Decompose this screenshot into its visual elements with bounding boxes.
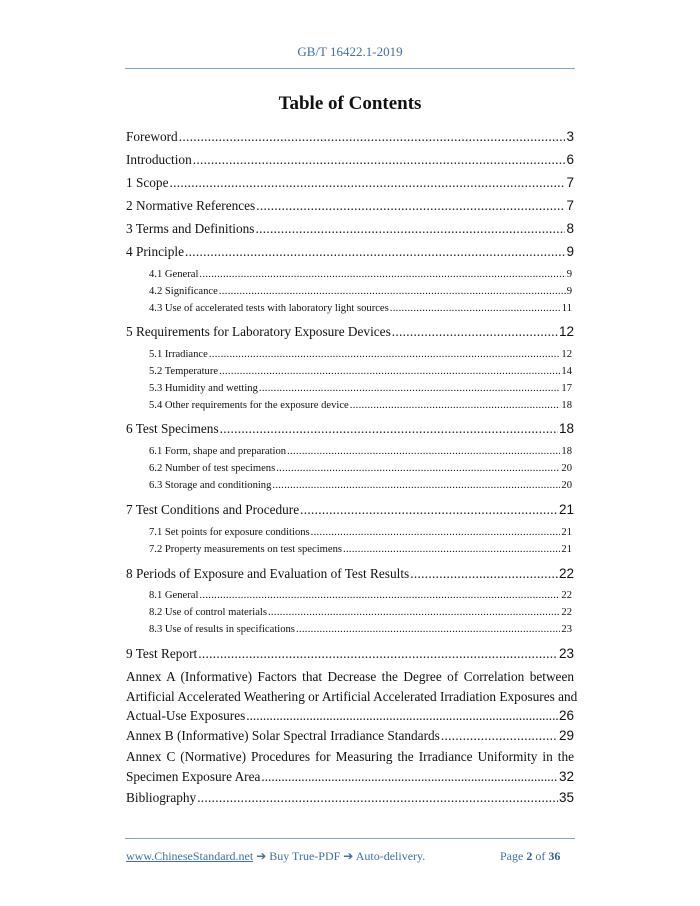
leader-dots xyxy=(255,221,565,237)
toc-entry-periods-of-exposure[interactable] xyxy=(126,566,574,582)
leader-dots xyxy=(179,129,566,145)
toc-subentry-8-1[interactable] xyxy=(149,590,572,601)
website-link[interactable]: www.ChineseStandard.net xyxy=(126,849,254,863)
toc-page-number: 18 xyxy=(558,421,574,436)
toc-entry-label: 4 Principle xyxy=(126,244,184,259)
toc-entry-annex-c[interactable] xyxy=(126,747,574,786)
toc-page-number: 21 xyxy=(558,502,574,517)
toc-page-number: 11 xyxy=(561,303,572,314)
leader-dots xyxy=(300,502,558,518)
toc-entry-label: Annex B (Informative) Solar Spectral Irradiance Standards xyxy=(126,728,440,743)
toc-subentry-5-4[interactable] xyxy=(149,400,572,411)
buy-pdf-link[interactable]: Buy True-PDF xyxy=(269,849,341,863)
toc-page-number: 22 xyxy=(558,566,574,581)
toc-entry-label-line: Annex A (Informative) Factors that Decrease the Degree of Correlation between xyxy=(126,669,574,684)
toc-entry-label: 7.1 Set points for exposure conditions xyxy=(149,527,310,538)
toc-subentry-4-2[interactable] xyxy=(149,286,572,297)
toc-entry-foreword[interactable] xyxy=(126,129,574,145)
toc-page-number: 3 xyxy=(566,129,574,144)
arrow-right-icon: ➔ xyxy=(256,849,267,863)
toc-entry-label: 8 Periods of Exposure and Evaluation of Test Results xyxy=(126,566,410,581)
leader-dots xyxy=(287,446,560,457)
leader-dots xyxy=(219,286,566,297)
toc-page-number: 20 xyxy=(561,463,572,474)
leader-dots xyxy=(219,366,560,377)
toc-subentry-7-1[interactable] xyxy=(149,527,572,538)
toc-entry-label: 8.1 General xyxy=(149,590,199,601)
toc-entry-label: 7.2 Property measurements on test specimens xyxy=(149,544,342,555)
page-indicator xyxy=(500,849,560,864)
toc-entry-principle[interactable] xyxy=(126,244,574,260)
leader-dots xyxy=(410,566,558,582)
toc-entry-label: 8.3 Use of results in specifications xyxy=(149,624,295,635)
leader-dots xyxy=(268,607,560,618)
toc-page-number: 20 xyxy=(561,480,572,491)
toc-page-number: 12 xyxy=(558,324,574,339)
toc-page-number: 32 xyxy=(558,768,574,784)
page-label: Page xyxy=(500,849,524,863)
toc-subentry-5-1[interactable] xyxy=(149,349,572,360)
toc-entry-label-line: Annex C (Normative) Procedures for Measuring the Irradiance Uniformity in the xyxy=(126,749,574,764)
toc-page-number: 6 xyxy=(566,152,574,167)
toc-subentry-6-3[interactable] xyxy=(149,480,572,491)
leader-dots xyxy=(209,349,561,360)
toc-entry-label: 5.2 Temperature xyxy=(149,366,219,377)
toc-entry-label: 6.3 Storage and conditioning xyxy=(149,480,272,491)
toc-entry-bibliography[interactable] xyxy=(126,790,574,806)
toc-subentry-5-3[interactable] xyxy=(149,383,572,394)
leader-dots xyxy=(311,527,561,538)
toc-entry-label: 4.2 Significance xyxy=(149,286,218,297)
leader-dots xyxy=(220,421,558,437)
toc-page-number: 29 xyxy=(558,728,574,743)
page-title: Table of Contents xyxy=(278,93,422,114)
toc-page-number: 21 xyxy=(561,544,572,555)
leader-dots xyxy=(272,480,560,491)
toc-entry-label: 3 Terms and Definitions xyxy=(126,221,255,236)
leader-dots xyxy=(390,303,561,314)
footer-links xyxy=(126,849,425,864)
toc-entry-test-conditions[interactable] xyxy=(126,502,574,518)
leader-dots xyxy=(246,706,558,726)
toc-entry-label: 9 Test Report xyxy=(126,646,198,661)
leader-dots xyxy=(392,324,558,340)
toc-entry-label: 2 Normative References xyxy=(126,198,256,213)
toc-page-number: 9 xyxy=(566,286,572,297)
toc-entry-label: 6 Test Specimens xyxy=(126,421,219,436)
toc-entry-label-line: Artificial Accelerated Weathering or Artificial Accelerated Irradiation Exposures and xyxy=(126,688,578,704)
leader-dots xyxy=(256,198,565,214)
leader-dots xyxy=(199,269,565,280)
toc-page-number: 7 xyxy=(566,198,574,213)
toc-page-number: 26 xyxy=(558,708,574,723)
toc-page-number: 21 xyxy=(561,527,572,538)
leader-dots xyxy=(199,590,560,601)
current-page-number: 2 xyxy=(526,849,533,863)
toc-page-number: 7 xyxy=(566,175,574,190)
leader-dots xyxy=(185,244,566,260)
running-header: GB/T 16422.1-2019 xyxy=(297,44,403,59)
leader-dots xyxy=(169,175,565,191)
toc-page-number: 22 xyxy=(561,607,572,618)
toc-entry-label: Foreword xyxy=(126,129,178,144)
toc-page-number: 18 xyxy=(561,400,572,411)
delivery-note: Auto-delivery. xyxy=(355,849,426,863)
toc-subentry-8-2[interactable] xyxy=(149,607,572,618)
total-pages-number: 36 xyxy=(548,849,561,863)
toc-entry-label: 4.1 General xyxy=(149,269,199,280)
toc-entry-label: 5.3 Humidity and wetting xyxy=(149,383,258,394)
toc-entry-annex-b[interactable] xyxy=(126,728,574,744)
toc-page-number: 9 xyxy=(566,244,574,259)
toc-entry-label-line: Actual-Use Exposures xyxy=(126,708,246,723)
leader-dots xyxy=(343,544,560,555)
toc-entry-test-specimens[interactable] xyxy=(126,421,574,437)
toc-page-number: 22 xyxy=(561,590,572,601)
toc-entry-label: Introduction xyxy=(126,152,192,167)
toc-entry-requirements[interactable] xyxy=(126,324,574,340)
leader-dots xyxy=(441,728,558,744)
toc-entry-label: 4.3 Use of accelerated tests with laboratory light sources xyxy=(149,303,389,314)
toc-page-number: 17 xyxy=(561,383,572,394)
toc-subentry-8-3[interactable] xyxy=(149,624,572,635)
toc-entry-test-report[interactable] xyxy=(126,646,574,662)
toc-page-number: 35 xyxy=(558,790,574,805)
toc-page-number: 18 xyxy=(561,446,572,457)
toc-page-number: 9 xyxy=(566,269,572,280)
leader-dots xyxy=(259,383,561,394)
toc-subentry-4-3[interactable] xyxy=(149,303,572,314)
toc-entry-label: 1 Scope xyxy=(126,175,169,190)
arrow-right-icon: ➔ xyxy=(343,849,354,863)
footer-rule xyxy=(125,838,575,839)
leader-dots xyxy=(350,400,561,411)
leader-dots xyxy=(193,152,566,168)
toc-entry-label: 6.2 Number of test specimens xyxy=(149,463,276,474)
leader-dots xyxy=(197,790,558,806)
toc-subentry-6-1[interactable] xyxy=(149,446,572,457)
toc-subentry-7-2[interactable] xyxy=(149,544,572,555)
toc-page-number: 12 xyxy=(561,349,572,360)
leader-dots xyxy=(296,624,560,635)
toc-entry-label: 7 Test Conditions and Procedure xyxy=(126,502,300,517)
toc-entry-scope[interactable] xyxy=(126,175,574,191)
toc-entry-label: 5.1 Irradiance xyxy=(149,349,208,360)
toc-subentry-4-1[interactable] xyxy=(149,269,572,280)
toc-entry-label: 8.2 Use of control materials xyxy=(149,607,267,618)
toc-page-number: 23 xyxy=(558,646,574,661)
toc-entry-introduction[interactable] xyxy=(126,152,574,168)
toc-subentry-6-2[interactable] xyxy=(149,463,572,474)
toc-page-number: 8 xyxy=(566,221,574,236)
toc-page-number: 14 xyxy=(561,366,572,377)
toc-entry-label: Bibliography xyxy=(126,790,197,805)
leader-dots xyxy=(276,463,560,474)
leader-dots xyxy=(198,646,558,662)
toc-entry-label-line: Specimen Exposure Area xyxy=(126,768,261,784)
toc-subentry-5-2[interactable] xyxy=(149,366,572,377)
toc-entry-normative-references[interactable] xyxy=(126,198,574,214)
leader-dots xyxy=(261,767,558,787)
toc-entry-label: 6.1 Form, shape and preparation xyxy=(149,446,287,457)
toc-entry-label: 5 Requirements for Laboratory Exposure Devices xyxy=(126,324,391,339)
toc-entry-label: 5.4 Other requirements for the exposure device xyxy=(149,400,349,411)
toc-page-number: 23 xyxy=(561,624,572,635)
page-of-label: of xyxy=(535,849,546,863)
toc-entry-terms[interactable] xyxy=(126,221,574,237)
toc-entry-annex-a[interactable] xyxy=(126,667,578,726)
